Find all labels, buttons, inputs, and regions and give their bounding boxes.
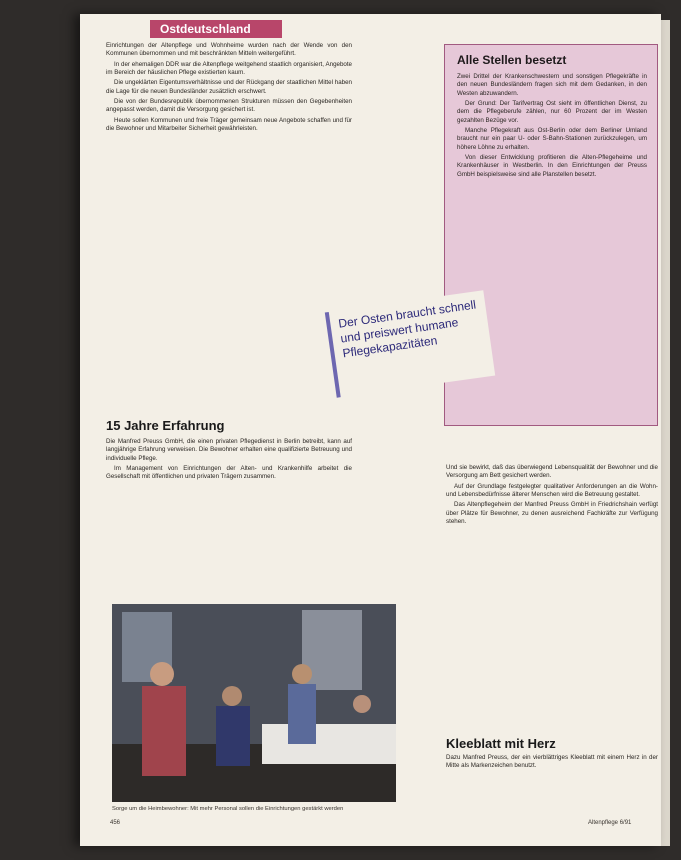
paragraph: Die Manfred Preuss GmbH, die einen privaten Pflegedienst in Berlin betreibt, kann auf langjährige Erfahrung verweisen. Die Bewohner erhalten eine qualifizierte Betreuung und individuelle Pflege. [106,438,352,462]
subheading: 15 Jahre Erfahrung [106,418,225,433]
photo-image [112,604,396,802]
left-column-bottom [106,438,352,484]
paragraph: Heute sollen Kommunen und freie Träger gemeinsam neue Angebote schaffen und für die Bewohner und Mitarbeiter Sicherheit gewährleisten. [106,116,352,133]
page-number: 456 [110,820,121,826]
paragraph: Der Grund: Der Tarifvertrag Ost sieht im öffentlichen Dienst, zu dem die Pflegeberufe zählen, nur 60 Prozent der im Westen gezahlten Bezüge vor. [457,100,647,124]
photo-caption: Sorge um die Heimbewohner: Mit mehr Personal sollen die Einrichtungen gestärkt werden [112,806,344,812]
photo [112,604,396,802]
paragraph: Und sie bewirkt, daß das überwiegend Lebensqualität der Bewohner und die Versorgung am Bett gesichert werden. [446,464,658,480]
paragraph: Einrichtungen der Altenpflege und Wohnheime wurden nach der Wende von den Kommunen übernommen und mit beschränkten Mitteln weitergeführt. [106,42,352,58]
box-title: Alle Stellen besetzt [457,53,567,67]
magazine-page [80,14,661,846]
publication-issue: Altenpflege 6/91 [588,820,632,826]
paragraph: Die ungeklärten Eigentumsverhältnisse und der Rückgang der staatlichen Mittel haben die Lage für die neuen Bundesländer zusätzlich erschwert. [106,79,352,95]
box-text [457,73,647,179]
paragraph: In der ehemaligen DDR war die Altenpflege weitgehend staatlich organisiert, Angebote im Bereich der häuslichen Pflege existierten kaum. [106,60,352,77]
subheading: Kleeblatt mit Herz [446,736,556,751]
paragraph: Zwei Drittel der Krankenschwestern und sonstigen Pflegekräfte in den neuen Bundesländern fragen sich mit dem Gedanken, in den Westen abzuwandern. [457,73,647,97]
left-column-top [106,42,352,135]
section-tab: Ostdeutschland [150,20,282,38]
pull-quote: Der Osten braucht schnell und preiswert humane Pflegekapazitäten [325,290,495,397]
right-column-end [446,754,658,773]
paragraph: Von dieser Entwicklung profitieren die Alten-Pflegeheime und Krankenhäuser in Westberlin. In den Einrichtungen der Preuss GmbH beispielsweise sind alle Planstellen besetzt. [457,154,647,178]
paragraph: Dazu Manfred Preuss, der ein vierblättriges Kleeblatt mit einem Herz in der Mitte als Markenzeichen benutzt. [446,754,658,770]
paragraph: Das Altenpflegeheim der Manfred Preuss GmbH in Friedrichshain verfügt über Plätze für Bewohner, zu denen ausreichend Fachkräfte zur Verfügung stehen. [446,501,658,526]
paragraph: Die von der Bundesrepublik übernommenen Strukturen müssen den Gegebenheiten angepasst werden, damit die Versorgung gesichert ist. [106,98,352,114]
right-column-bottom [446,464,658,528]
paragraph: Im Management von Einrichtungen der Alten- und Krankenhilfe arbeitet die Gesellschaft mit öffentlichen und privaten Trägern zusammen. [106,465,352,481]
paragraph: Auf der Grundlage festgelegter qualitativer Anforderungen an die Wohn- und Lebensbedürfnisse älterer Menschen wird die Betreuung gestaltet. [446,482,658,499]
paragraph: Manche Pflegekraft aus Ost-Berlin oder dem Berliner Umland braucht nur ein paar U- oder S-Bahn-Stationen zurückzulegen, um höhere Löhne zu erhalten. [457,127,647,151]
